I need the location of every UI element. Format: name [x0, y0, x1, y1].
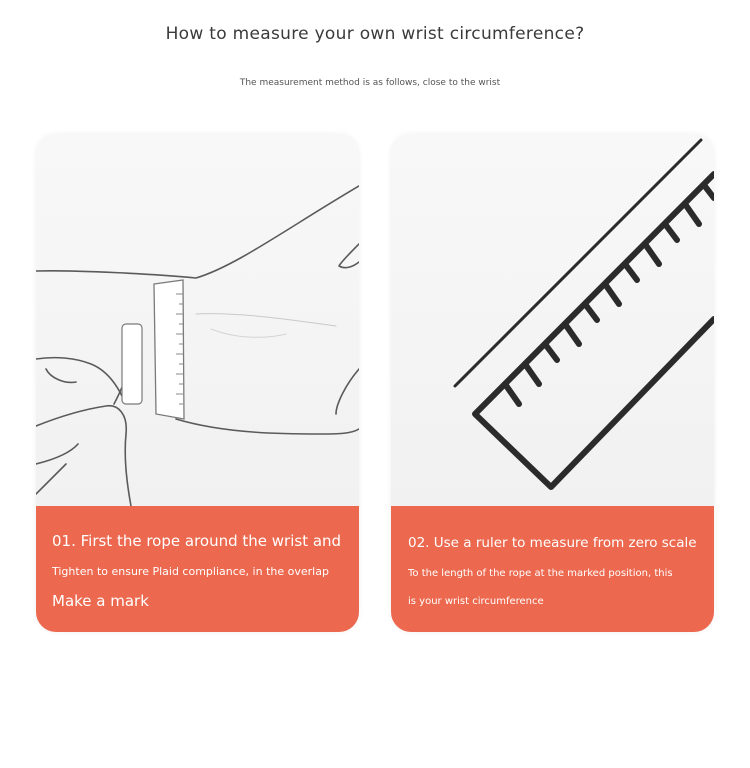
step-1-detail: Tighten to ensure Plaid compliance, in the overlap [52, 565, 329, 578]
step-2-heading: 02. Use a ruler to measure from zero scale [408, 535, 697, 551]
step-illustration-1 [36, 134, 359, 506]
ruler-icon [391, 134, 714, 506]
page-title: How to measure your own wrist circumference? [165, 24, 585, 44]
page-subtitle: The measurement method is as follows, close to the wrist [239, 78, 501, 88]
step-2-detail: To the length of the rope at the marked position, this [408, 568, 673, 579]
step-caption-2 [391, 506, 714, 632]
step-illustration-2 [391, 134, 714, 506]
step-1-detail-end: Make a mark [52, 592, 149, 610]
step-1-heading: 01. First the rope around the wrist and [52, 532, 342, 550]
step-card-2 [391, 134, 714, 632]
step-caption-1 [36, 506, 359, 632]
wrist-tape-icon [36, 134, 359, 506]
step-card-1 [36, 134, 359, 632]
step-2-detail-end: is your wrist circumference [408, 596, 544, 607]
